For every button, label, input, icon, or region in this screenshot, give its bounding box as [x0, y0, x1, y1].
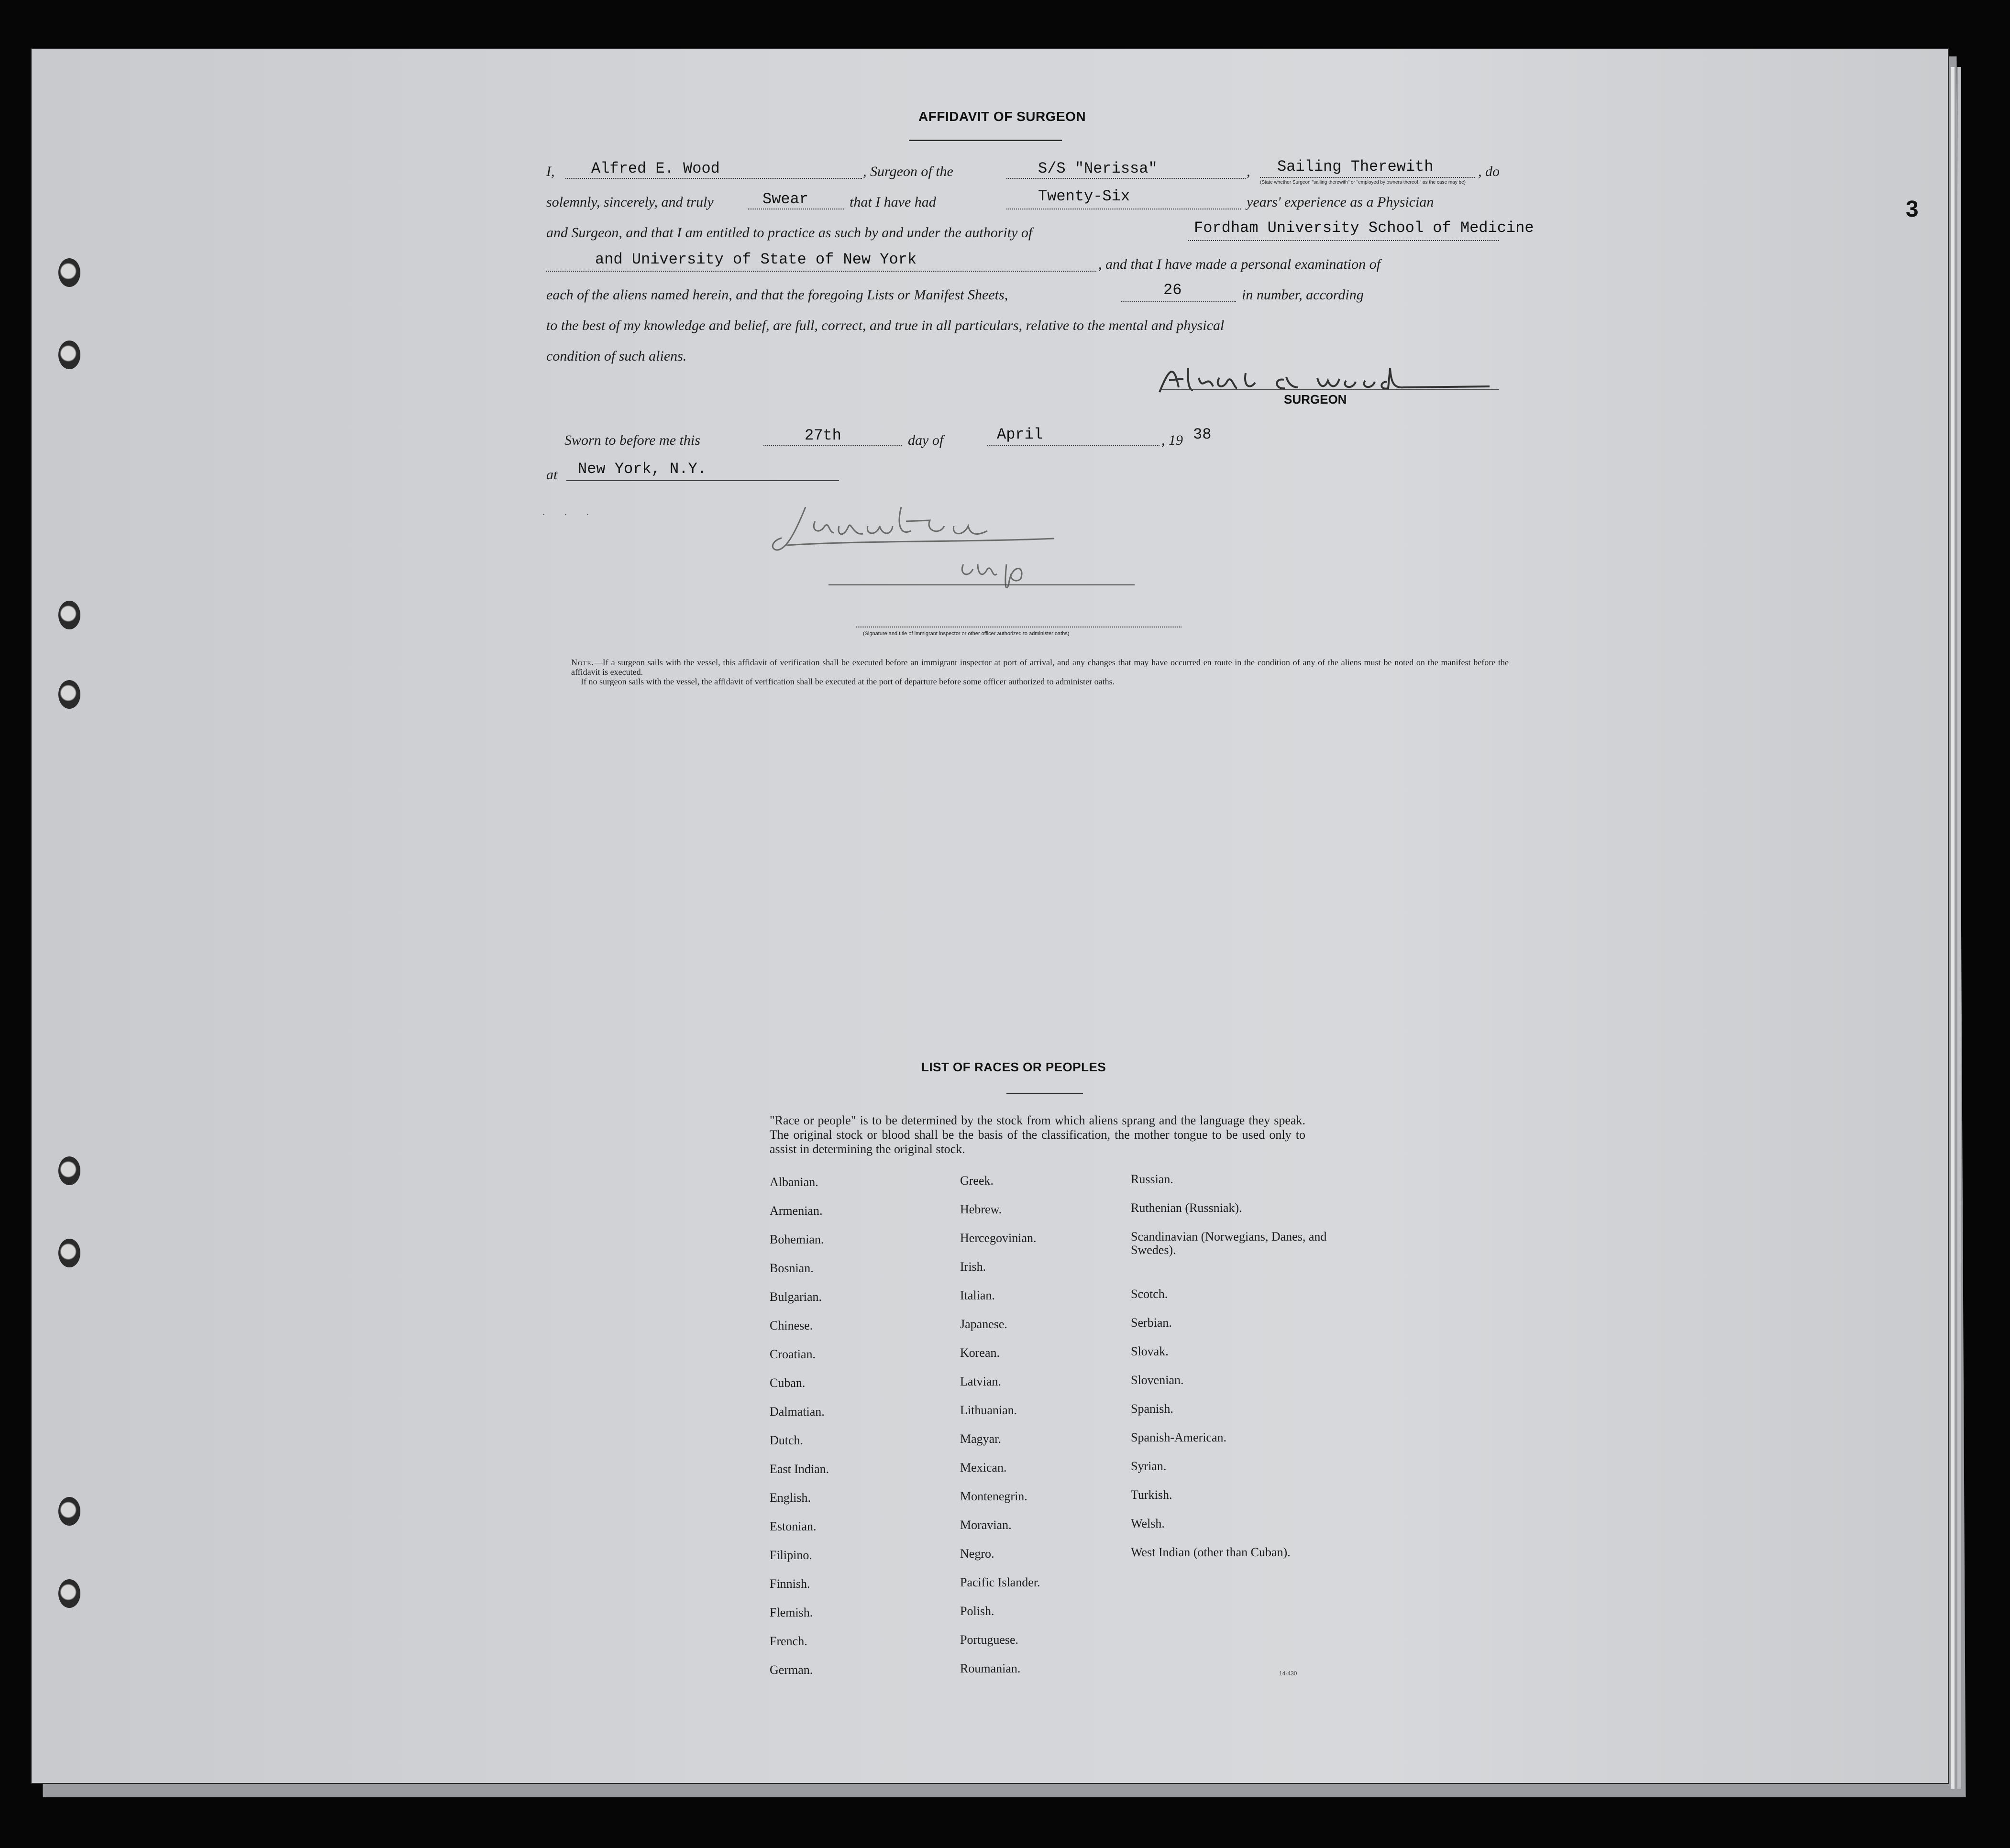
authority-cont-line — [546, 271, 1096, 272]
affidavit-i: I, — [546, 164, 555, 179]
race-item: Flemish. — [770, 1606, 813, 1619]
personal-exam-text: , and that I have made a personal examination of — [1098, 256, 1380, 272]
sworn-month-field: April — [997, 426, 1043, 443]
note-2: If no surgeon sails with the vessel, the affidavit of verification shall be executed at the port of departure before some officer authorized to administer oaths. — [581, 677, 1115, 686]
binder-hole — [58, 1579, 80, 1608]
race-item: Lithuanian. — [960, 1403, 1017, 1417]
race-item: Finnish. — [770, 1577, 810, 1591]
inspector-signature-line — [828, 584, 1135, 585]
page-edge — [1957, 67, 1961, 1789]
race-item: Estonian. — [770, 1519, 817, 1533]
stray-dots: . . . — [542, 507, 597, 517]
race-item: Magyar. — [960, 1432, 1001, 1446]
race-item: West Indian (other than Cuban). — [1131, 1545, 1291, 1559]
race-item: Scotch. — [1131, 1287, 1168, 1301]
race-item: Spanish-American. — [1131, 1430, 1227, 1444]
races-title-underline — [1006, 1093, 1083, 1094]
binder-hole — [58, 680, 80, 709]
sworn-day-line — [763, 445, 902, 446]
surgeon-of-the-text: , Surgeon of the — [863, 164, 953, 179]
sworn-day-field: 27th — [805, 427, 841, 444]
race-item: Syrian. — [1131, 1459, 1167, 1473]
race-item: Cuban. — [770, 1376, 806, 1390]
race-item: Japanese. — [960, 1317, 1007, 1331]
race-item: Irish. — [960, 1260, 986, 1274]
race-item: Chinese. — [770, 1319, 813, 1332]
race-item: Montenegrin. — [960, 1489, 1027, 1503]
binder-hole — [58, 1239, 80, 1267]
race-item: Portuguese. — [960, 1633, 1019, 1647]
oath-field: Swear — [762, 190, 809, 208]
status-hint: (State whether Surgeon "sailing therewith" or "employed by owners thereof," as the case may be) — [1260, 180, 1466, 185]
ship-name-line — [1006, 178, 1246, 179]
binder-hole — [58, 1497, 80, 1526]
manifest-page — [31, 48, 1949, 1784]
surgeon-signature-line — [1160, 389, 1499, 390]
aliens-named-text: each of the aliens named herein, and that the foregoing Lists or Manifest Sheets, — [546, 287, 1008, 303]
in-number-text: in number, according — [1242, 287, 1364, 303]
race-item: Slovak. — [1131, 1344, 1169, 1358]
race-item: Slovenian. — [1131, 1373, 1184, 1387]
inspector-signature — [767, 493, 1102, 588]
race-item: Hercegovinian. — [960, 1231, 1037, 1245]
race-item: Polish. — [960, 1604, 994, 1618]
surgeon-name-line — [565, 178, 862, 179]
sheets-field: 26 — [1163, 281, 1182, 299]
years-field: Twenty-Six — [1038, 187, 1130, 205]
binder-hole — [58, 258, 80, 287]
sheets-line — [1121, 301, 1236, 302]
experience-text: years' experience as a Physician — [1247, 194, 1434, 210]
note-label: Note. — [571, 658, 594, 667]
do-text: , do — [1478, 164, 1500, 179]
races-column-3 — [1131, 1173, 1332, 1574]
race-item: French. — [770, 1634, 807, 1648]
authority-cont-field: and University of State of New York — [595, 251, 917, 268]
race-item: Roumanian. — [960, 1661, 1021, 1675]
binder-hole — [58, 1156, 80, 1185]
year-prefix-text: , 19 — [1161, 432, 1183, 448]
binder-hole — [58, 601, 80, 629]
sworn-year-field: 38 — [1193, 426, 1212, 443]
race-item: Latvian. — [960, 1375, 1001, 1388]
race-item: Serbian. — [1131, 1316, 1172, 1330]
full-correct-text: to the best of my knowledge and belief, are full, correct, and true in all particulars, relative to the mental and physical — [546, 318, 1225, 333]
surgeon-status-field: Sailing Therewith — [1277, 158, 1434, 176]
race-item: Mexican. — [960, 1461, 1007, 1474]
race-item: Hebrew. — [960, 1202, 1002, 1216]
race-item: Bohemian. — [770, 1232, 824, 1246]
title-underline — [909, 140, 1062, 141]
entitled-text: and Surgeon, and that I am entitled to practice as such by and under the authority of — [546, 225, 1033, 241]
ship-name-field: S/S "Nerissa" — [1038, 160, 1158, 177]
race-item: English. — [770, 1491, 811, 1505]
authority-line — [1188, 240, 1499, 241]
race-item: Bosnian. — [770, 1261, 814, 1275]
race-item: Welsh. — [1131, 1517, 1165, 1530]
solemnly-text: solemnly, sincerely, and truly — [546, 194, 714, 210]
race-item: Moravian. — [960, 1518, 1012, 1532]
page-number: 3 — [1906, 197, 1919, 222]
races-title: LIST OF RACES OR PEOPLES — [921, 1060, 1106, 1074]
race-item: Ruthenian (Russniak). — [1131, 1201, 1242, 1215]
surgeon-name-field: Alfred E. Wood — [591, 160, 720, 177]
affidavit-title: AFFIDAVIT OF SURGEON — [918, 109, 1086, 124]
race-item: Pacific Islander. — [960, 1575, 1040, 1589]
race-item: Spanish. — [1131, 1402, 1173, 1416]
day-of-text: day of — [908, 432, 944, 448]
race-item: Korean. — [960, 1346, 1000, 1360]
surgeon-label: SURGEON — [1284, 392, 1347, 407]
race-item: East Indian. — [770, 1462, 829, 1476]
race-item: Bulgarian. — [770, 1290, 822, 1304]
race-item: Armenian. — [770, 1204, 823, 1218]
sworn-text: Sworn to before me this — [564, 432, 700, 448]
affidavit-note — [571, 658, 1509, 686]
race-item: Albanian. — [770, 1175, 818, 1189]
at-text: at — [546, 467, 558, 483]
races-column-1 — [770, 1176, 951, 1692]
race-item: Filipino. — [770, 1548, 812, 1562]
that-i-have-had-text: that I have had — [850, 194, 936, 210]
race-item: Turkish. — [1131, 1488, 1172, 1502]
form-code: 14-430 — [1279, 1670, 1297, 1677]
races-intro: "Race or people" is to be determined by the stock from which aliens sprang and the language they speak. The original stock or blood shall be the basis of the classification, the mother tongue to be used only to assist in determining the original stock. — [770, 1113, 1305, 1156]
race-item: Dalmatian. — [770, 1405, 825, 1419]
sworn-month-line — [987, 445, 1160, 446]
race-item: Greek. — [960, 1174, 994, 1188]
place-field: New York, N.Y. — [578, 460, 707, 478]
race-item: Dutch. — [770, 1433, 804, 1447]
binder-hole — [58, 341, 80, 369]
race-item: Negro. — [960, 1547, 994, 1561]
signature-caption: (Signature and title of immigrant inspector or other officer authorized to administer oaths) — [863, 631, 1070, 637]
comma: , — [1247, 164, 1250, 179]
surgeon-status-line — [1260, 177, 1475, 178]
condition-text: condition of such aliens. — [546, 348, 687, 364]
race-item: Croatian. — [770, 1347, 816, 1361]
race-item: Scandinavian (Norwegians, Danes, and Swedes). — [1131, 1230, 1327, 1257]
race-item: Russian. — [1131, 1172, 1173, 1186]
races-column-2 — [960, 1174, 1142, 1691]
page-edge — [1951, 67, 1955, 1789]
race-item: Italian. — [960, 1288, 995, 1302]
place-line — [566, 480, 839, 481]
authority-field: Fordham University School of Medicine — [1194, 219, 1534, 237]
race-item: German. — [770, 1663, 813, 1677]
note-1: —If a surgeon sails with the vessel, this affidavit of verification shall be executed before an immigrant inspector at port of arrival, and any changes that may have occurred en route in the condition of any of the aliens must be noted on the manifest before the affidavit is executed. — [571, 658, 1509, 677]
